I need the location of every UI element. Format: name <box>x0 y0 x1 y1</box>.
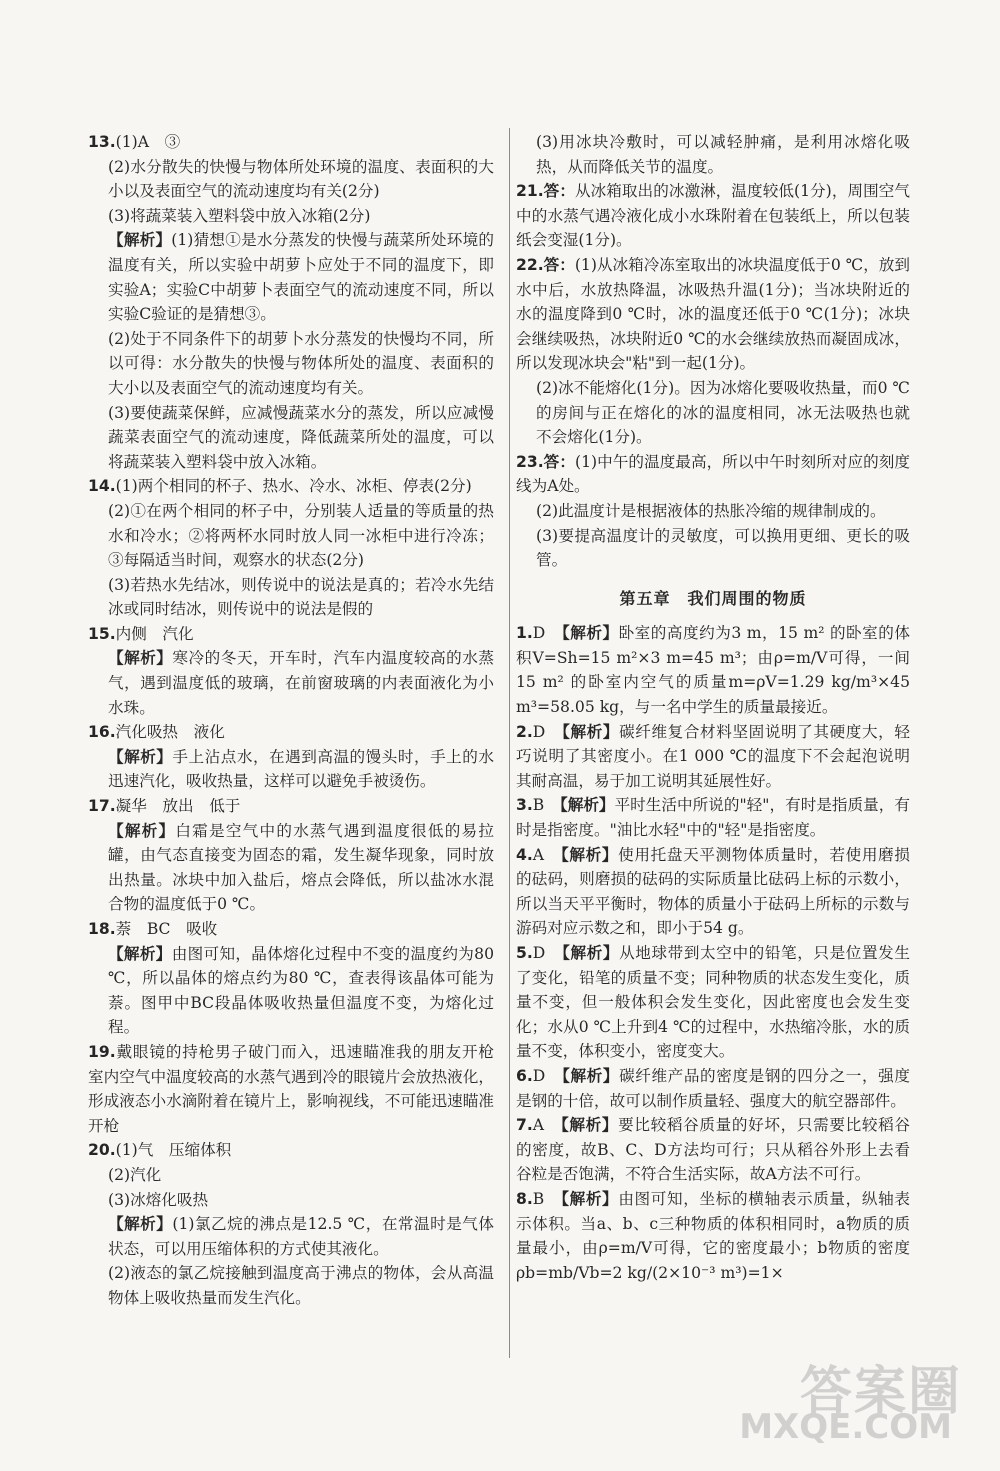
answer-text: (3)要提高温度计的灵敏度，可以换用更细、更长的吸管。 <box>536 526 910 570</box>
analysis-tag: 【解析】 <box>108 820 176 840</box>
answer-line: (3)若热水先结冰，则传说中的说法是真的；若冷水先结冰或同时结冰，则传说中的说法是假的 <box>108 575 494 619</box>
question-22 <box>516 253 910 450</box>
question-number: 15. <box>88 624 116 643</box>
analysis-text: 白霜是空气中的水蒸气遇到温度很低的易拉罐，由气态直接变为固态的霜，发生凝华现象，同时放出热量。冰块中加入盐后，熔点会降低，所以盐冰水混合物的温度低于0 ℃。 <box>108 821 494 914</box>
answer-line: (2)①在两个相同的杯子中，分别装人适量的等质量的热水和冷水；②将两杯水同时放人同一冰柜中进行冷冻；③每隔适当时间，观察水的状态(2分) <box>108 501 494 570</box>
watermark-url: MXQE.COM <box>739 1407 952 1447</box>
question-number: 14. <box>88 477 116 496</box>
chapter5-question-3 <box>516 793 910 842</box>
chapter5-question-2 <box>516 720 910 794</box>
answer-line: 萘 BC 吸收 <box>115 920 218 938</box>
question-number: 13. <box>88 133 116 151</box>
question-18 <box>88 917 494 1040</box>
analysis-text: 平时生活中所说的"轻"，有时是指质量，有时是指密度。"油比水轻"中的"轻"是指密度。 <box>516 796 910 840</box>
answer-text: (2)此温度计是根据液体的热胀冷缩的规律制成的。 <box>536 501 886 520</box>
left-column <box>88 130 510 1311</box>
question-number: 20. <box>88 1141 116 1160</box>
chapter5-question-1 <box>516 621 910 719</box>
question-14 <box>88 474 494 622</box>
answer-line: (1)两个相同的杯子、热水、冷水、冰柜、停表(2分) <box>115 477 472 496</box>
question-number: 21. <box>516 182 544 201</box>
analysis-text: (3)要使蔬菜保鲜，应减慢蔬菜水分的蒸发，所以应减慢蔬菜表面空气的流动速度，降低蔬菜所处的温度，可以将蔬菜装入塑料袋中放入冰箱。 <box>108 403 494 471</box>
answer-line: (1)A ③ <box>115 133 181 151</box>
answer-text: (1)从冰箱冷冻室取出的冰块温度低于0 ℃，放到水中后，水放热降温，冰吸热升温(1分)；当冰块附近的水的温度降到0 ℃时，冰的温度还低于0 ℃(1分)；冰块会继续吸热，冰块附近0 ℃的水会继续放热而凝固成冰，所以发现冰块会"粘"到一起(1分)。 <box>516 255 910 373</box>
answer-text: (1)中午的温度最高，所以中午时刻所对应的刻度线为A处。 <box>516 452 910 496</box>
question-number: 3. <box>516 796 533 815</box>
analysis-tag: 【解析】 <box>108 648 173 668</box>
choice-answer: B <box>532 796 545 815</box>
question-17 <box>88 794 494 917</box>
question-number: 19. <box>88 1042 116 1061</box>
question-number: 7. <box>516 1116 533 1135</box>
answer-line: (3)冰熔化吸热 <box>108 1190 209 1209</box>
question-number: 23. <box>516 452 544 471</box>
question-15 <box>88 622 494 720</box>
answer-line: 戴眼镜的持枪男子破门而入，迅速瞄准我的朋友开枪 室内空气中温度较高的水蒸气遇到冷的眼镜片会放热液化，形成液态小水滴附着在镜片上，影响视线，不可能迅速瞄准开枪 <box>88 1042 510 1135</box>
question-number: 16. <box>88 723 116 742</box>
chapter5-question-4 <box>516 843 910 941</box>
answer-prefix: 答： <box>543 255 575 274</box>
analysis-text: 碳纤维产品的密度是钢的四分之一，强度是钢的十倍，故可以制作质量轻、强度大的航空器部件。 <box>516 1066 910 1110</box>
chapter5-question-8 <box>516 1187 910 1285</box>
chapter5-question-5 <box>516 941 910 1064</box>
question-number: 6. <box>516 1066 533 1085</box>
analysis-text: 手上沾点水，在遇到高温的馒头时，手上的水迅速汽化，吸收热量，这样可以避免手被烫伤。 <box>108 747 494 791</box>
choice-answer: D <box>532 624 546 643</box>
analysis-text: 由图可知，晶体熔化过程中不变的温度约为80 ℃，所以晶体的熔点约为80 ℃，查表得该晶体可能为萘。图甲中BC段晶体吸收热量但温度不变，为熔化过程。 <box>108 944 494 1037</box>
analysis-tag: 【解析】 <box>560 844 619 864</box>
answer-line: 凝华 放出 低于 <box>115 797 241 816</box>
analysis-text: 使用托盘天平测物体质量时，若使用磨损的砝码，则磨损的砝码的实际质量比砝码上标的示数小，所以当天平平衡时，物体的质量小于砝码上所标的示数与游码对应示数之和，即小于54 g。 <box>516 845 910 938</box>
question-number: 8. <box>516 1189 533 1208</box>
analysis-text: (1)氯乙烷的沸点是12.5 ℃，在常温时是气体状态，可以用压缩体积的方式使其液化。 <box>108 1215 494 1258</box>
choice-answer: A <box>532 845 545 864</box>
question-number: 18. <box>88 920 116 938</box>
answer-line: 内侧 汽化 <box>115 624 194 643</box>
question-13 <box>88 130 494 474</box>
analysis-text: (2)液态的氯乙烷接触到温度高于沸点的物体，会从高温物体上吸收热量而发生汽化。 <box>108 1264 494 1307</box>
question-number: 4. <box>516 845 533 864</box>
chapter-heading: 第五章 我们周围的物质 <box>619 588 807 608</box>
question-number: 22. <box>516 255 544 274</box>
analysis-tag: 【解析】 <box>108 943 172 963</box>
analysis-tag: 【解析】 <box>561 1188 619 1208</box>
question-23 <box>516 450 910 573</box>
question-number: 1. <box>516 624 533 643</box>
analysis-tag: 【解析】 <box>559 795 615 815</box>
analysis-text: (1)猜想①是水分蒸发的快慢与蔬菜所处环境的温度有关，所以实验中胡萝卜应处于不同的温度下，即实验A；实验C中胡萝卜表面空气的流动速度不同，所以实验C验证的是猜想③。 <box>108 231 494 324</box>
analysis-tag: 【解析】 <box>561 623 619 643</box>
question-16 <box>88 720 494 794</box>
question-number: 5. <box>516 944 533 962</box>
question-number: 17. <box>88 797 116 816</box>
question-number: 2. <box>516 722 533 741</box>
answer-line: (3)将蔬菜装入塑料袋中放入冰箱(2分) <box>108 206 371 225</box>
answer-prefix: 答： <box>543 452 575 471</box>
answer-line: (2)水分散失的快慢与物体所处环境的温度、表面积的大小以及表面空气的流动速度均有关(2分) <box>108 157 494 201</box>
analysis-tag: 【解析】 <box>108 1214 173 1234</box>
column-divider <box>509 128 510 1358</box>
analysis-tag: 【解析】 <box>108 230 172 250</box>
analysis-text: (3)用冰块冷敷时，可以减轻肿痛，是利用冰熔化吸热，从而降低关节的温度。 <box>536 133 910 176</box>
answer-line: (2)汽化 <box>108 1165 162 1184</box>
analysis-text: (2)处于不同条件下的胡萝卜水分蒸发的快慢均不同，所以可得：水分散失的快慢与物体所处的温度、表面积的大小以及表面空气的流动速度均有关。 <box>108 329 494 397</box>
question-19 <box>88 1040 510 1138</box>
watermark-text: 答案圈 <box>799 1362 962 1422</box>
analysis-tag: 【解析】 <box>562 721 620 741</box>
answer-line: (1)气 压缩体积 <box>115 1141 232 1160</box>
analysis-text: 要比较稻谷质量的好坏，只需要比较稻谷的密度，故B、C、D方法均可行；只从稻谷外形上去看谷粒是否饱满，不符合生活实际，故A方法不可行。 <box>516 1116 910 1184</box>
question-20 <box>88 1138 494 1310</box>
choice-answer: A <box>532 1116 545 1135</box>
analysis-tag: 【解析】 <box>108 746 173 766</box>
answer-text: (2)冰不能熔化(1分)。因为冰熔化要吸收热量，而0 ℃的房间与正在熔化的冰的温度相同，冰无法吸热也就不会熔化(1分)。 <box>536 378 910 447</box>
question-20-continued <box>516 130 910 179</box>
choice-answer: D <box>532 944 546 962</box>
right-column <box>516 130 910 1285</box>
answer-text: 从冰箱取出的冰激淋，温度较低(1分)，周围空气中的水蒸气遇冷液化成小水珠附着在包装纸上，所以包装纸会变湿(1分)。 <box>516 182 910 250</box>
watermark-logo <box>739 1349 962 1449</box>
choice-answer: D <box>532 722 546 741</box>
analysis-text: 由图可知，坐标的横轴表示质量，纵轴表示体积。当a、b、c三种物质的体积相同时，a物质的质量最小，由ρ=m/V可得，它的密度最小；b物质的密度ρb=mb/Vb=2 kg/(2×10⁻³ m³)=1× <box>516 1189 910 1282</box>
analysis-text: 卧室的高度约为3 m，15 m² 的卧室的体积V=Sh=15 m²×3 m=45 m³；由ρ=m/V可得，一间15 m² 的卧室内空气的质量m=ρV=1.29 kg/m³×45 m³=58.05 kg，与一名中学生的质量最接近。 <box>516 624 910 717</box>
choice-answer: D <box>532 1066 546 1085</box>
analysis-text: 寒冷的冬天，开车时，汽车内温度较高的水蒸气，遇到温度低的玻璃，在前窗玻璃的内表面液化为小水珠。 <box>108 649 494 717</box>
answer-line: 汽化吸热 液化 <box>115 723 225 742</box>
chapter5-question-7 <box>516 1113 910 1187</box>
analysis-tag: 【解析】 <box>562 943 620 962</box>
question-21 <box>516 179 910 253</box>
answer-prefix: 答： <box>543 182 575 201</box>
analysis-text: 碳纤维复合材料坚固说明了其硬度大，轻巧说明了其密度小。在1 000 ℃的温度下不会起泡说明其耐高温，易于加工说明其延展性好。 <box>516 722 910 790</box>
analysis-tag: 【解析】 <box>562 1065 620 1085</box>
analysis-tag: 【解析】 <box>560 1115 619 1135</box>
chapter5-question-6 <box>516 1064 910 1113</box>
choice-answer: B <box>532 1189 545 1208</box>
analysis-text: 从地球带到太空中的铅笔，只是位置发生了变化，铅笔的质量不变；同种物质的状态发生变化，质量不变，但一般体积会发生变化，因此密度也会发生变化；水从0 ℃上升到4 ℃的过程中，水热缩冷胀，水的质量不变，体积变小，密度变大。 <box>516 944 910 1061</box>
